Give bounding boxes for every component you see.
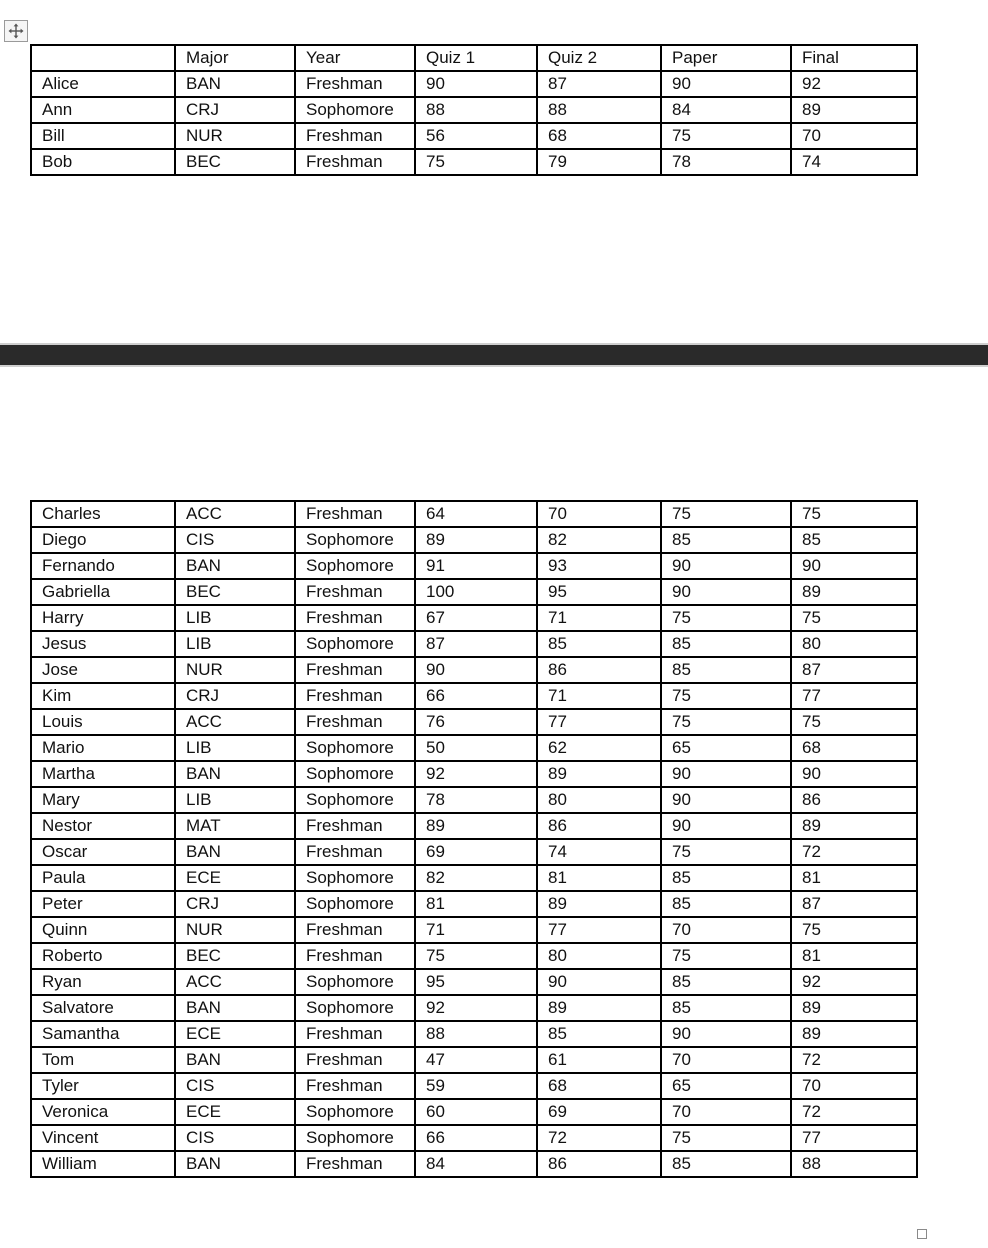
cell-final: 77: [791, 683, 917, 709]
column-header-paper: Paper: [661, 45, 791, 71]
cell-major: NUR: [175, 917, 295, 943]
cell-major: CRJ: [175, 97, 295, 123]
cell-quiz1: 66: [415, 683, 537, 709]
table-row: [31, 657, 917, 683]
cell-quiz2: 61: [537, 1047, 661, 1073]
table-row: [31, 1099, 917, 1125]
cell-major: BEC: [175, 149, 295, 175]
cell-name: Vincent: [31, 1125, 175, 1151]
column-header-quiz2: Quiz 2: [537, 45, 661, 71]
cell-quiz2: 85: [537, 1021, 661, 1047]
cell-year: Sophomore: [295, 97, 415, 123]
cell-name: Samantha: [31, 1021, 175, 1047]
cell-year: Sophomore: [295, 527, 415, 553]
cell-major: LIB: [175, 631, 295, 657]
cell-quiz1: 76: [415, 709, 537, 735]
cell-major: BEC: [175, 943, 295, 969]
cell-paper: 75: [661, 605, 791, 631]
cell-quiz1: 71: [415, 917, 537, 943]
cell-quiz2: 87: [537, 71, 661, 97]
cell-major: ACC: [175, 969, 295, 995]
cell-major: LIB: [175, 735, 295, 761]
table-row: [31, 527, 917, 553]
cell-name: Paula: [31, 865, 175, 891]
cell-final: 88: [791, 1151, 917, 1177]
cell-major: CRJ: [175, 891, 295, 917]
cell-major: LIB: [175, 605, 295, 631]
cell-quiz1: 89: [415, 527, 537, 553]
cell-quiz2: 82: [537, 527, 661, 553]
cell-quiz1: 92: [415, 761, 537, 787]
cell-name: Fernando: [31, 553, 175, 579]
cell-paper: 75: [661, 1125, 791, 1151]
cell-quiz2: 71: [537, 683, 661, 709]
cell-paper: 85: [661, 891, 791, 917]
cell-year: Freshman: [295, 1073, 415, 1099]
table-row: [31, 813, 917, 839]
cell-paper: 70: [661, 917, 791, 943]
cell-name: Martha: [31, 761, 175, 787]
cell-quiz1: 50: [415, 735, 537, 761]
grades-table-page-2: [30, 500, 918, 1178]
cell-final: 90: [791, 553, 917, 579]
cell-name: Mario: [31, 735, 175, 761]
cell-name: Gabriella: [31, 579, 175, 605]
cell-quiz1: 88: [415, 1021, 537, 1047]
table-row: [31, 1125, 917, 1151]
cell-paper: 65: [661, 1073, 791, 1099]
cell-final: 68: [791, 735, 917, 761]
cell-paper: 75: [661, 709, 791, 735]
cell-major: BEC: [175, 579, 295, 605]
cell-paper: 85: [661, 527, 791, 553]
cell-name: Kim: [31, 683, 175, 709]
cell-year: Freshman: [295, 1151, 415, 1177]
cell-quiz2: 68: [537, 123, 661, 149]
cell-final: 92: [791, 969, 917, 995]
table-row: [31, 71, 917, 97]
cell-quiz2: 68: [537, 1073, 661, 1099]
table-row: [31, 943, 917, 969]
table-row: [31, 605, 917, 631]
cell-year: Sophomore: [295, 553, 415, 579]
cell-quiz2: 79: [537, 149, 661, 175]
table-row: [31, 553, 917, 579]
table-row: [31, 709, 917, 735]
cell-quiz2: 70: [537, 501, 661, 527]
table-resize-handle[interactable]: [917, 1229, 927, 1239]
cell-name: Nestor: [31, 813, 175, 839]
cell-quiz2: 81: [537, 865, 661, 891]
cell-year: Freshman: [295, 501, 415, 527]
cell-year: Sophomore: [295, 735, 415, 761]
cell-quiz1: 90: [415, 71, 537, 97]
cell-major: BAN: [175, 761, 295, 787]
cell-final: 87: [791, 891, 917, 917]
cell-major: MAT: [175, 813, 295, 839]
cell-major: CIS: [175, 1073, 295, 1099]
cell-quiz2: 71: [537, 605, 661, 631]
cell-quiz1: 67: [415, 605, 537, 631]
cell-major: NUR: [175, 123, 295, 149]
cell-paper: 75: [661, 943, 791, 969]
cell-year: Sophomore: [295, 891, 415, 917]
cell-final: 89: [791, 579, 917, 605]
table-row: [31, 761, 917, 787]
table-row: [31, 865, 917, 891]
cell-final: 90: [791, 761, 917, 787]
cell-quiz1: 75: [415, 943, 537, 969]
cell-quiz1: 56: [415, 123, 537, 149]
cell-paper: 85: [661, 969, 791, 995]
cell-quiz1: 84: [415, 1151, 537, 1177]
cell-year: Freshman: [295, 71, 415, 97]
table-row: [31, 579, 917, 605]
table-row: [31, 787, 917, 813]
cell-major: BAN: [175, 1151, 295, 1177]
cell-major: ACC: [175, 501, 295, 527]
table-row: [31, 917, 917, 943]
column-header-year: Year: [295, 45, 415, 71]
cell-major: CIS: [175, 1125, 295, 1151]
cell-name: Louis: [31, 709, 175, 735]
cell-name: Salvatore: [31, 995, 175, 1021]
cell-year: Freshman: [295, 683, 415, 709]
cell-quiz1: 60: [415, 1099, 537, 1125]
table-row: [31, 501, 917, 527]
cell-name: Charles: [31, 501, 175, 527]
table-row: [31, 149, 917, 175]
cell-major: ECE: [175, 1099, 295, 1125]
column-header-major: Major: [175, 45, 295, 71]
cell-quiz2: 95: [537, 579, 661, 605]
cell-quiz2: 90: [537, 969, 661, 995]
cell-name: Ann: [31, 97, 175, 123]
cell-final: 72: [791, 1047, 917, 1073]
cell-paper: 75: [661, 683, 791, 709]
cell-major: BAN: [175, 71, 295, 97]
cell-major: BAN: [175, 839, 295, 865]
cell-major: BAN: [175, 1047, 295, 1073]
cell-quiz1: 78: [415, 787, 537, 813]
cell-year: Freshman: [295, 1047, 415, 1073]
table-row: [31, 123, 917, 149]
table-header-row: [31, 45, 917, 71]
cell-paper: 85: [661, 1151, 791, 1177]
cell-paper: 70: [661, 1047, 791, 1073]
cell-quiz2: 77: [537, 917, 661, 943]
table-row: [31, 995, 917, 1021]
cell-year: Freshman: [295, 917, 415, 943]
cell-quiz1: 81: [415, 891, 537, 917]
cell-paper: 84: [661, 97, 791, 123]
cell-quiz2: 89: [537, 891, 661, 917]
cell-quiz1: 47: [415, 1047, 537, 1073]
cell-final: 89: [791, 1021, 917, 1047]
cell-year: Freshman: [295, 149, 415, 175]
cell-final: 77: [791, 1125, 917, 1151]
cell-major: ECE: [175, 1021, 295, 1047]
cell-paper: 85: [661, 631, 791, 657]
cell-paper: 78: [661, 149, 791, 175]
cell-paper: 85: [661, 657, 791, 683]
table-row: [31, 969, 917, 995]
cell-year: Freshman: [295, 839, 415, 865]
cell-quiz1: 64: [415, 501, 537, 527]
cell-quiz1: 66: [415, 1125, 537, 1151]
cell-final: 70: [791, 123, 917, 149]
cell-name: Peter: [31, 891, 175, 917]
move-arrows-icon: [8, 23, 24, 39]
cell-name: Tyler: [31, 1073, 175, 1099]
cell-final: 70: [791, 1073, 917, 1099]
cell-quiz2: 72: [537, 1125, 661, 1151]
cell-quiz2: 86: [537, 1151, 661, 1177]
cell-final: 72: [791, 1099, 917, 1125]
cell-quiz2: 86: [537, 657, 661, 683]
cell-year: Freshman: [295, 579, 415, 605]
cell-name: Tom: [31, 1047, 175, 1073]
cell-quiz1: 95: [415, 969, 537, 995]
cell-final: 85: [791, 527, 917, 553]
table-row: [31, 1047, 917, 1073]
cell-year: Freshman: [295, 605, 415, 631]
cell-year: Freshman: [295, 813, 415, 839]
cell-quiz2: 74: [537, 839, 661, 865]
cell-paper: 85: [661, 995, 791, 1021]
cell-quiz2: 93: [537, 553, 661, 579]
cell-quiz1: 89: [415, 813, 537, 839]
cell-name: Bill: [31, 123, 175, 149]
cell-quiz1: 91: [415, 553, 537, 579]
cell-quiz1: 75: [415, 149, 537, 175]
cell-quiz1: 92: [415, 995, 537, 1021]
page-break-divider: [0, 343, 988, 367]
cell-paper: 90: [661, 787, 791, 813]
table-row: [31, 1151, 917, 1177]
cell-name: William: [31, 1151, 175, 1177]
cell-final: 81: [791, 865, 917, 891]
cell-final: 89: [791, 813, 917, 839]
cell-quiz2: 62: [537, 735, 661, 761]
cell-paper: 90: [661, 71, 791, 97]
cell-major: ACC: [175, 709, 295, 735]
cell-name: Jesus: [31, 631, 175, 657]
cell-name: Roberto: [31, 943, 175, 969]
cell-final: 75: [791, 501, 917, 527]
cell-quiz2: 86: [537, 813, 661, 839]
cell-final: 80: [791, 631, 917, 657]
cell-year: Freshman: [295, 123, 415, 149]
cell-paper: 75: [661, 839, 791, 865]
cell-name: Bob: [31, 149, 175, 175]
table-row: [31, 97, 917, 123]
cell-year: Freshman: [295, 657, 415, 683]
cell-year: Sophomore: [295, 969, 415, 995]
cell-quiz2: 89: [537, 995, 661, 1021]
cell-paper: 75: [661, 123, 791, 149]
cell-year: Sophomore: [295, 865, 415, 891]
table-row: [31, 839, 917, 865]
cell-quiz2: 85: [537, 631, 661, 657]
cell-final: 92: [791, 71, 917, 97]
cell-year: Sophomore: [295, 1125, 415, 1151]
cell-name: Alice: [31, 71, 175, 97]
table-row: [31, 683, 917, 709]
cell-quiz2: 80: [537, 943, 661, 969]
cell-paper: 90: [661, 813, 791, 839]
cell-year: Sophomore: [295, 631, 415, 657]
cell-final: 75: [791, 605, 917, 631]
cell-name: Veronica: [31, 1099, 175, 1125]
cell-major: LIB: [175, 787, 295, 813]
cell-final: 89: [791, 995, 917, 1021]
cell-major: CIS: [175, 527, 295, 553]
cell-paper: 70: [661, 1099, 791, 1125]
cell-quiz1: 82: [415, 865, 537, 891]
column-header-quiz1: Quiz 1: [415, 45, 537, 71]
cell-quiz2: 88: [537, 97, 661, 123]
table-row: [31, 631, 917, 657]
cell-year: Freshman: [295, 943, 415, 969]
cell-major: NUR: [175, 657, 295, 683]
cell-year: Sophomore: [295, 761, 415, 787]
cell-quiz1: 88: [415, 97, 537, 123]
cell-paper: 90: [661, 579, 791, 605]
cell-year: Sophomore: [295, 995, 415, 1021]
cell-major: CRJ: [175, 683, 295, 709]
cell-final: 87: [791, 657, 917, 683]
cell-quiz1: 87: [415, 631, 537, 657]
cell-name: Ryan: [31, 969, 175, 995]
table-row: [31, 735, 917, 761]
cell-year: Freshman: [295, 709, 415, 735]
cell-year: Freshman: [295, 1021, 415, 1047]
cell-paper: 90: [661, 761, 791, 787]
table-move-handle[interactable]: [4, 20, 28, 42]
cell-year: Sophomore: [295, 787, 415, 813]
table-row: [31, 1021, 917, 1047]
cell-quiz2: 69: [537, 1099, 661, 1125]
table-row: [31, 891, 917, 917]
cell-name: Jose: [31, 657, 175, 683]
cell-quiz2: 77: [537, 709, 661, 735]
cell-paper: 90: [661, 1021, 791, 1047]
cell-year: Sophomore: [295, 1099, 415, 1125]
cell-quiz2: 89: [537, 761, 661, 787]
cell-final: 75: [791, 709, 917, 735]
cell-quiz2: 80: [537, 787, 661, 813]
cell-name: Quinn: [31, 917, 175, 943]
cell-final: 86: [791, 787, 917, 813]
cell-name: Diego: [31, 527, 175, 553]
cell-final: 74: [791, 149, 917, 175]
column-header-final: Final: [791, 45, 917, 71]
cell-paper: 75: [661, 501, 791, 527]
table-row: [31, 1073, 917, 1099]
cell-quiz1: 69: [415, 839, 537, 865]
cell-major: BAN: [175, 553, 295, 579]
cell-major: ECE: [175, 865, 295, 891]
cell-final: 81: [791, 943, 917, 969]
cell-final: 89: [791, 97, 917, 123]
cell-final: 72: [791, 839, 917, 865]
cell-quiz1: 90: [415, 657, 537, 683]
cell-quiz1: 59: [415, 1073, 537, 1099]
cell-final: 75: [791, 917, 917, 943]
cell-name: Harry: [31, 605, 175, 631]
cell-quiz1: 100: [415, 579, 537, 605]
cell-paper: 90: [661, 553, 791, 579]
cell-paper: 65: [661, 735, 791, 761]
column-header-name: [31, 45, 175, 71]
cell-paper: 85: [661, 865, 791, 891]
cell-major: BAN: [175, 995, 295, 1021]
cell-name: Oscar: [31, 839, 175, 865]
cell-name: Mary: [31, 787, 175, 813]
grades-table-page-1: [30, 44, 918, 176]
